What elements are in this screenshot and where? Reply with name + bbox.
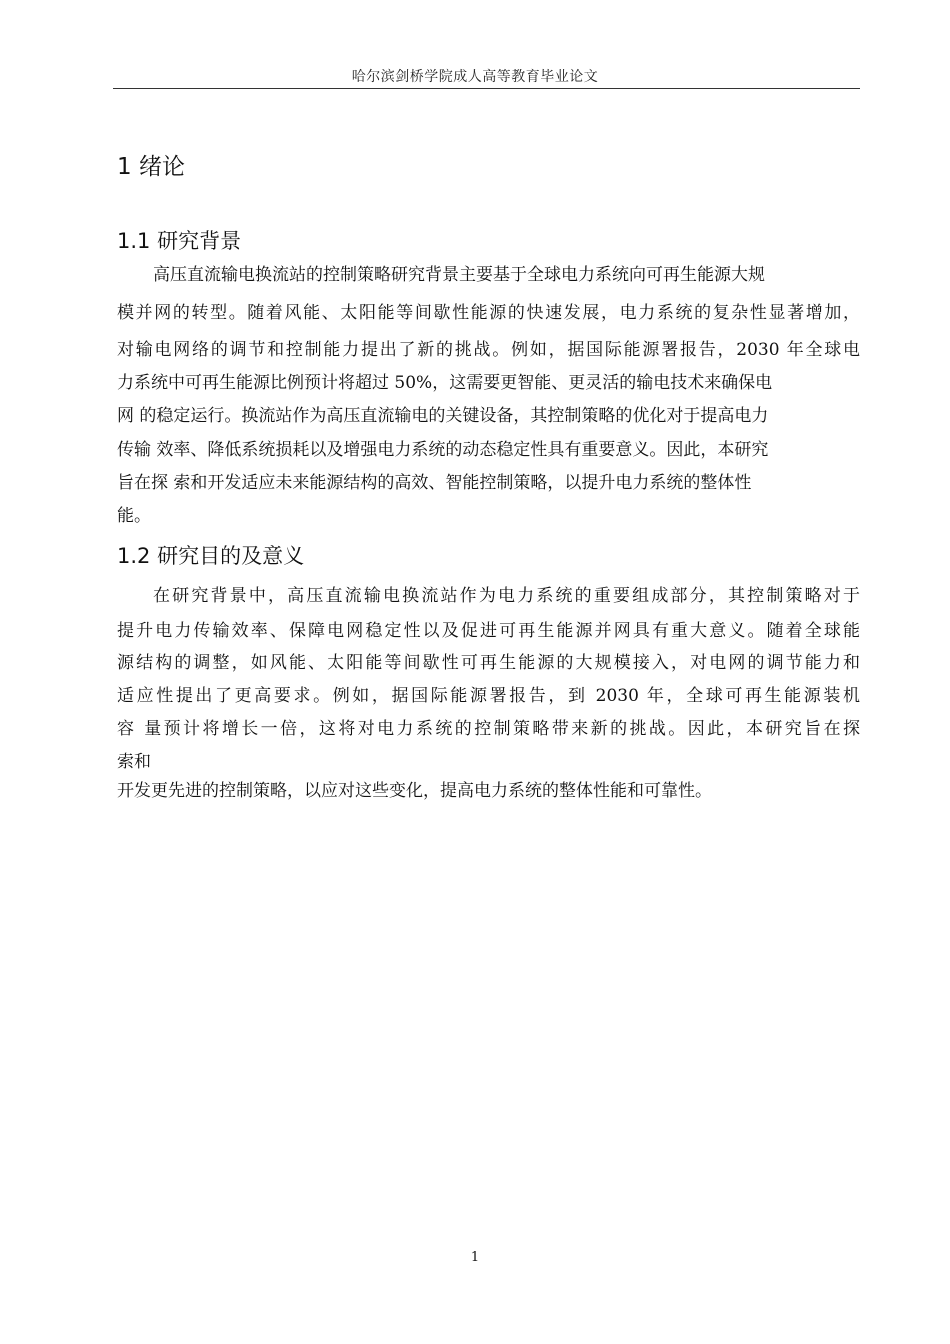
page-number: 1 — [470, 1250, 480, 1265]
paragraph-line: 对输电网络的调节和控制能力提出了新的挑战。例如，据国际能源署报告，2030 年全球电 — [117, 340, 860, 360]
paragraph-line: 高压直流输电换流站的控制策略研究背景主要基于全球电力系统向可再生能源大规 — [153, 265, 765, 285]
paragraph-line: 能。 — [117, 506, 151, 526]
paragraph-line: 在研究背景中，高压直流输电换流站作为电力系统的重要组成部分，其控制策略对于 — [153, 586, 860, 606]
paragraph-line: 源结构的调整，如风能、太阳能等间歇性可再生能源的大规模接入，对电网的调节能力和 — [117, 653, 860, 673]
paragraph-line: 传输 效率、降低系统损耗以及增强电力系统的动态稳定性具有重要意义。因此，本研究 — [117, 440, 769, 460]
paragraph-line: 旨在探 索和开发适应未来能源结构的高效、智能控制策略，以提升电力系统的整体性 — [117, 473, 752, 493]
paragraph-line: 力系统中可再生能源比例预计将超过 50%，这需要更智能、更灵活的输电技术来确保电 — [117, 373, 773, 393]
paragraph-line: 模并网的转型。随着风能、太阳能等间歇性能源的快速发展，电力系统的复杂性显著增加， — [117, 303, 860, 323]
paragraph-line: 适应性提出了更高要求。例如，据国际能源署报告，到 2030 年，全球可再生能源装机 — [117, 686, 860, 706]
paragraph-line: 索和 — [117, 752, 151, 772]
section-title-1-1: 1.1 研究背景 — [117, 229, 242, 253]
paragraph-line: 容 量预计将增长一倍，这将对电力系统的控制策略带来新的挑战。因此，本研究旨在探 — [117, 719, 860, 739]
header-divider — [113, 88, 860, 89]
paragraph-line: 网 的稳定运行。换流站作为高压直流输电的关键设备，其控制策略的优化对于提高电力 — [117, 406, 769, 426]
section-title-1-2: 1.2 研究目的及意义 — [117, 544, 305, 568]
running-header: 哈尔滨剑桥学院成人高等教育毕业论文 — [351, 69, 599, 85]
paragraph-line: 开发更先进的控制策略，以应对这些变化，提高电力系统的整体性能和可靠性。 — [117, 781, 712, 801]
paragraph-line: 提升电力传输效率、保障电网稳定性以及促进可再生能源并网具有重大意义。随着全球能 — [117, 621, 860, 641]
chapter-title: 1 绪论 — [117, 154, 185, 180]
